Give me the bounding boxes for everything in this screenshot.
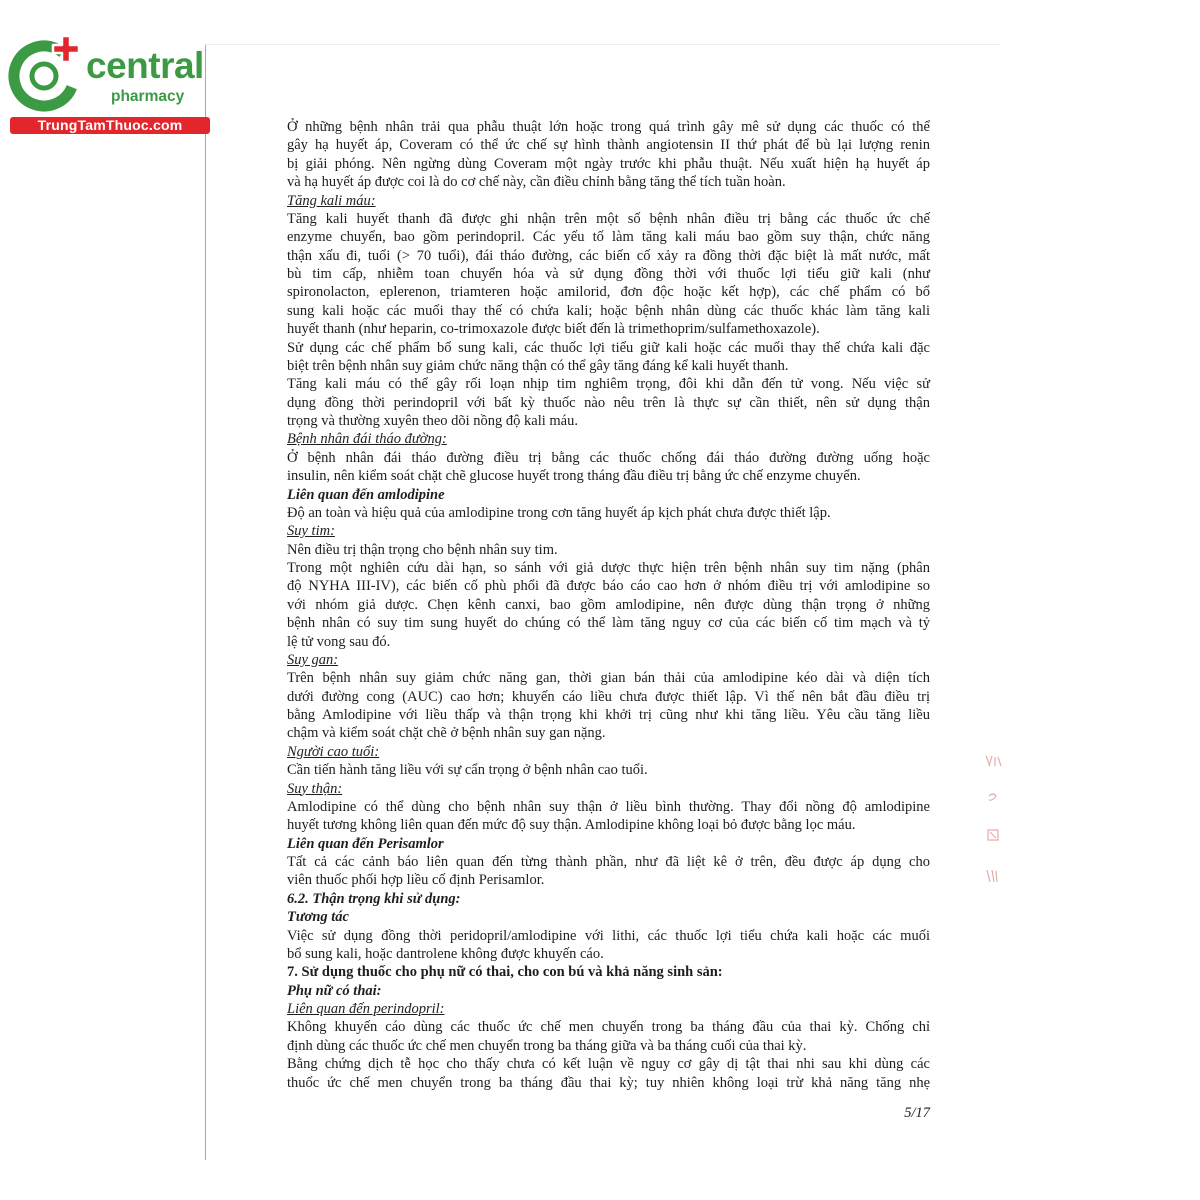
paragraph-line: bệnh nhân có suy tim sung huyết do chúng có thể làm tăng nguy cơ của các biến cố tim mạch và tỷ [287, 615, 930, 632]
subheading-hyperkalemia: Tăng kali máu: [287, 192, 376, 209]
paragraph-line: Tăng kali máu có thể gây rối loạn nhịp tim nghiêm trọng, đôi khi dẫn đến tử vong. Nếu việc sử [287, 376, 930, 393]
paragraph-line: dưới đường cong (AUC) cao hơn; khuyến cáo liều chưa được thiết lập. Vì thế nên bắt đầu điều trị [287, 688, 930, 705]
scan-margin-rule [205, 45, 206, 1160]
paragraph-line: Cần tiến hành tăng liều với sự cẩn trọng ở bệnh nhân cao tuổi. [287, 762, 648, 779]
paragraph-line: Tất cả các cảnh báo liên quan đến từng thành phần, như đã liệt kê ở trên, đều được áp dụng cho [287, 854, 930, 870]
subheading-hepatic-impairment: Suy gan: [287, 651, 339, 668]
brand-tagline: pharmacy [111, 88, 185, 105]
paragraph-line: Ở bệnh nhân đái tháo đường điều trị bằng các thuốc chống đái tháo đường đường uống hoặc [287, 449, 930, 466]
paragraph-line: viên thuốc phối hợp liều cố định Perisamlor. [287, 872, 545, 889]
paragraph-line: độ NYHA III-IV), các biến cố phù phổi đã được báo cáo cao hơn ở nhóm điều trị với amlodipine so [287, 578, 930, 595]
paragraph-line: Trong một nghiên cứu dài hạn, so sánh với giả dược thực hiện trên bệnh nhân suy tim nặng (phân [287, 560, 930, 576]
paragraph-line: Việc sử dụng đồng thời peridopril/amlodipine với lithi, các thuốc lợi tiểu chứa kali hoặc các muối [287, 927, 930, 944]
paragraph-line: gây hạ huyết áp, Coveram có thể ức chế sự hình thành angiotensin II thứ phát để bù lại lượng renin [287, 137, 930, 154]
paragraph-line: với nhóm giả dược. Chẹn kênh canxi, bao gồm amlodipine, nên được dùng thận trọng ở những [287, 596, 930, 613]
paragraph-line: bổ sung kali, hoặc dantrolene không được khuyến cáo. [287, 945, 604, 962]
paragraph-line: bằng Amlodipine với liều thấp và thận trọng khi khởi trị cũng như khi tăng liều. Yêu cầu tăng liều [287, 707, 930, 723]
paragraph-line: bù tim cấp, nhiễm toan chuyển hóa và sử dụng đồng thời với thuốc lợi tiểu giữ kali (như [287, 266, 930, 282]
scan-top-rule [205, 44, 1000, 45]
paragraph-line: insulin, nên kiểm soát chặt chẽ glucose huyết trong tháng đầu điều trị bằng ức chế enzyme chuyển. [287, 468, 861, 485]
paragraph-line: định dùng các thuốc ức chế men chuyển trong ba tháng giữa và ba tháng cuối của thai kỳ. [287, 1037, 807, 1054]
paragraph-line: Tăng kali huyết thanh đã được ghi nhận trên một số bệnh nhân điều trị bằng các thuốc ức chế [287, 210, 930, 227]
paragraph-line: enzyme chuyển, bao gồm perindopril. Các yếu tố làm tăng kali máu bao gồm suy thận, chức năng [287, 229, 930, 246]
paragraph-line: và hạ huyết áp được coi là do cơ chế này, cần điều chỉnh bằng tăng thể tích tuần hoàn. [287, 174, 786, 191]
section-heading-amlodipine: Liên quan đến amlodipine [287, 486, 445, 503]
section-heading-6-2-precautions: 6.2. Thận trọng khi sử dụng: [287, 890, 461, 907]
page-number: 5/17 [904, 1105, 930, 1121]
subheading-elderly: Người cao tuổi: [287, 743, 380, 760]
paragraph-line: spironolacton, eplerenon, triamteren hoặc amilorid, đơn độc hoặc kết hợp), các chế phẩm có bổ [287, 284, 930, 301]
subheading-perindopril: Liên quan đến perindopril: [287, 1001, 445, 1017]
paragraph-line: huyết tương không liên quan đến mức độ suy thận. Amlodipine không loại bỏ được bằng lọc máu. [287, 817, 856, 834]
subheading-diabetes: Bệnh nhân đái tháo đường: [287, 431, 447, 448]
pharmacy-cross-icon [4, 30, 88, 114]
subheading-heart-failure: Suy tim: [287, 523, 335, 540]
paragraph-line: trọng và thường xuyên theo dõi nồng độ kali máu. [287, 413, 578, 429]
section-heading-perisamlor: Liên quan đến Perisamlor [287, 835, 444, 852]
paragraph-line: sung kali hoặc các muối thay thế có chứa kali; hoặc bệnh nhân dùng các thuốc khác làm tăng kali [287, 302, 930, 319]
paragraph-line: lệ tử vong sau đó. [287, 633, 391, 650]
section-heading-7-pregnancy-lactation: 7. Sử dụng thuốc cho phụ nữ có thai, cho con bú và khả năng sinh sản: [287, 964, 723, 981]
paragraph-line: dụng đồng thời perindopril với bất kỳ thuốc nào nêu trên là thực sự cần thiết, nên sử dụng thận [287, 394, 930, 411]
subheading-interactions: Tương tác [287, 909, 349, 926]
paragraph-line: huyết thanh (như heparin, co-trimoxazole được biết đến là trimethoprim/sulfamethoxazole). [287, 321, 820, 338]
brand-site-banner: TrungTamThuoc.com [10, 117, 210, 134]
paragraph-line: Sử dụng các chế phẩm bổ sung kali, các thuốc lợi tiểu giữ kali hoặc các muối thay thế chứa kali đặc [287, 339, 930, 356]
paragraph-line: thuốc ức chế men chuyển trong ba tháng đầu thai kỳ; tuy nhiên không loại trừ khả năng tăng nhẹ [287, 1074, 930, 1091]
paragraph-line: biệt trên bệnh nhân suy giảm chức năng thận có thể gây tăng đáng kể kali huyết thanh. [287, 357, 789, 374]
paragraph-line: Không khuyến cáo dùng các thuốc ức chế men chuyển trong ba tháng đầu của thai kỳ. Chống chỉ [287, 1019, 930, 1036]
brand-name: central [86, 45, 204, 86]
paragraph-line: Bằng chứng dịch tễ học cho thấy chưa có kết luận về nguy cơ gây dị tật thai nhi sau khi dùng các [287, 1056, 930, 1073]
paragraph-line: bị giải phóng. Nên ngừng dùng Coveram một ngày trước khi phẫu thuật. Nếu xuất hiện hạ huyết áp [287, 155, 930, 172]
paragraph-line: Độ an toàn và hiệu quả của amlodipine trong cơn tăng huyết áp kịch phát chưa được thiết lập. [287, 504, 831, 521]
paragraph-line: thận xấu đi, tuổi (> 70 tuổi), đái tháo đường, các biến cố xảy ra đồng thời đặc biệt là mất nước, mất [287, 247, 930, 264]
paragraph-line: Ở những bệnh nhân trải qua phẫu thuật lớn hoặc trong quá trình gây mê sử dụng các thuốc có thể [287, 119, 930, 135]
paragraph-line: Nên điều trị thận trọng cho bệnh nhân suy tim. [287, 541, 558, 558]
paragraph-line: Trên bệnh nhân suy giảm chức năng gan, thời gian bán thải của amlodipine kéo dài và diện tích [287, 670, 930, 687]
margin-stamp-marks [980, 752, 1006, 892]
subheading-renal-impairment: Suy thận: [287, 780, 343, 797]
paragraph-line: chậm và kiểm soát chặt chẽ ở bệnh nhân suy gan nặng. [287, 725, 606, 742]
document-body [287, 118, 930, 1092]
paragraph-line: Amlodipine có thể dùng cho bệnh nhân suy thận ở liều bình thường. Thay đổi nồng độ amlodipine [287, 798, 930, 815]
subheading-pregnant-women: Phụ nữ có thai: [287, 982, 382, 999]
